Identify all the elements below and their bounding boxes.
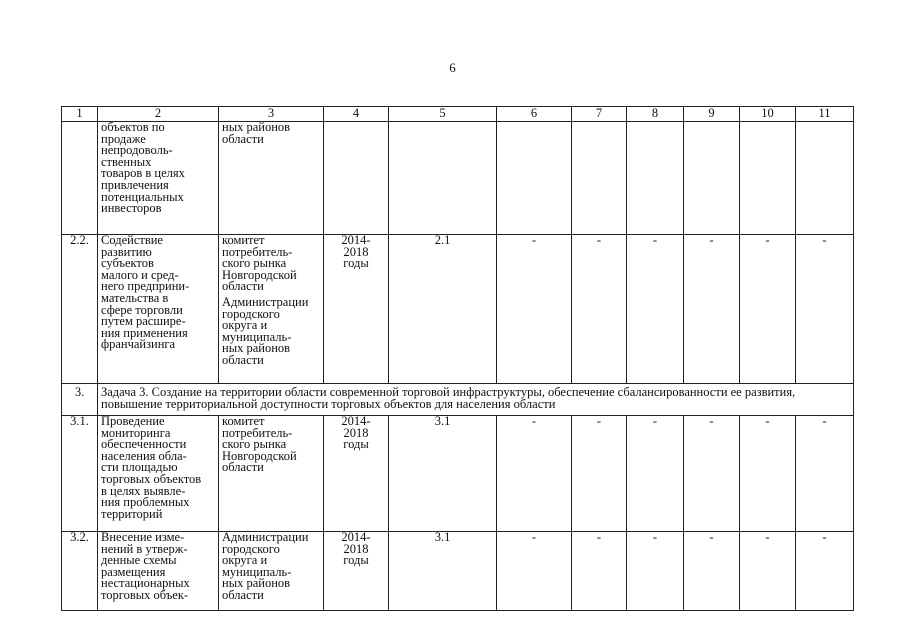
- target-indicator: 3.1: [389, 532, 497, 611]
- header-cell: 7: [572, 107, 627, 122]
- table-row-3-2: [62, 532, 854, 611]
- measures-table: [61, 106, 854, 611]
- executor: комитет потребитель- ского рынка Новгородской области Администрации городского округа и муниципаль- ных районов области: [219, 235, 324, 384]
- cell-11: -: [796, 416, 854, 532]
- cell-9: -: [684, 532, 740, 611]
- row-number: [62, 122, 98, 235]
- cell-6: -: [497, 416, 572, 532]
- cell-8: [627, 122, 684, 235]
- header-cell: 1: [62, 107, 98, 122]
- header-row: [62, 107, 854, 122]
- table-row-continued: [62, 122, 854, 235]
- target-indicator: [389, 122, 497, 235]
- target-indicator: 2.1: [389, 235, 497, 384]
- cell-11: [796, 122, 854, 235]
- cell-11: -: [796, 235, 854, 384]
- measure-name: Содействие развитию субъектов малого и сред- него предприни- мательства в сфере торговли путем расшире- ния применения франчайзинга: [98, 235, 219, 384]
- header-cell: 2: [98, 107, 219, 122]
- executor: ных районов области: [219, 122, 324, 235]
- cell-8: -: [627, 235, 684, 384]
- cell-11: -: [796, 532, 854, 611]
- cell-7: -: [572, 532, 627, 611]
- measure-name: объектов по продаже непродоволь- ственных товаров в целях привлечения потенциальных инвесторов: [98, 122, 219, 235]
- header-cell: 10: [740, 107, 796, 122]
- task-row-3: [62, 384, 854, 416]
- page-number: 6: [449, 60, 456, 75]
- row-number: 2.2.: [62, 235, 98, 384]
- cell-6: -: [497, 532, 572, 611]
- term: 2014- 2018 годы: [324, 532, 389, 611]
- cell-8: -: [627, 416, 684, 532]
- term: 2014- 2018 годы: [324, 416, 389, 532]
- header-cell: 4: [324, 107, 389, 122]
- cell-9: [684, 122, 740, 235]
- cell-8: -: [627, 532, 684, 611]
- table-row-2-2: [62, 235, 854, 384]
- cell-7: -: [572, 416, 627, 532]
- row-number: 3.2.: [62, 532, 98, 611]
- executor: комитет потребитель- ского рынка Новгородской области: [219, 416, 324, 532]
- cell-9: -: [684, 235, 740, 384]
- header-cell: 5: [389, 107, 497, 122]
- cell-7: -: [572, 235, 627, 384]
- cell-10: -: [740, 532, 796, 611]
- cell-10: -: [740, 235, 796, 384]
- row-number: 3.1.: [62, 416, 98, 532]
- header-cell: 6: [497, 107, 572, 122]
- header-cell: 8: [627, 107, 684, 122]
- executor: Администрации городского округа и муниципаль- ных районов области: [219, 532, 324, 611]
- header-cell: 11: [796, 107, 854, 122]
- cell-10: -: [740, 416, 796, 532]
- cell-6: [497, 122, 572, 235]
- header-cell: 9: [684, 107, 740, 122]
- cell-7: [572, 122, 627, 235]
- cell-10: [740, 122, 796, 235]
- row-number: 3.: [62, 384, 98, 416]
- target-indicator: 3.1: [389, 416, 497, 532]
- task-description: Задача 3. Создание на территории области современной торговой инфраструктуры, обеспечение сбалансированности ее развития, повышение территориальной доступности торговых объектов для населения области: [98, 384, 854, 416]
- term: 2014- 2018 годы: [324, 235, 389, 384]
- header-cell: 3: [219, 107, 324, 122]
- term: [324, 122, 389, 235]
- cell-9: -: [684, 416, 740, 532]
- measure-name: Проведение мониторинга обеспеченности населения обла- сти площадью торговых объектов в целях выявле- ния проблемных территорий: [98, 416, 219, 532]
- table-row-3-1: [62, 416, 854, 532]
- cell-6: -: [497, 235, 572, 384]
- measure-name: Внесение изме- нений в утверж- денные схемы размещения нестационарных торговых объек-: [98, 532, 219, 611]
